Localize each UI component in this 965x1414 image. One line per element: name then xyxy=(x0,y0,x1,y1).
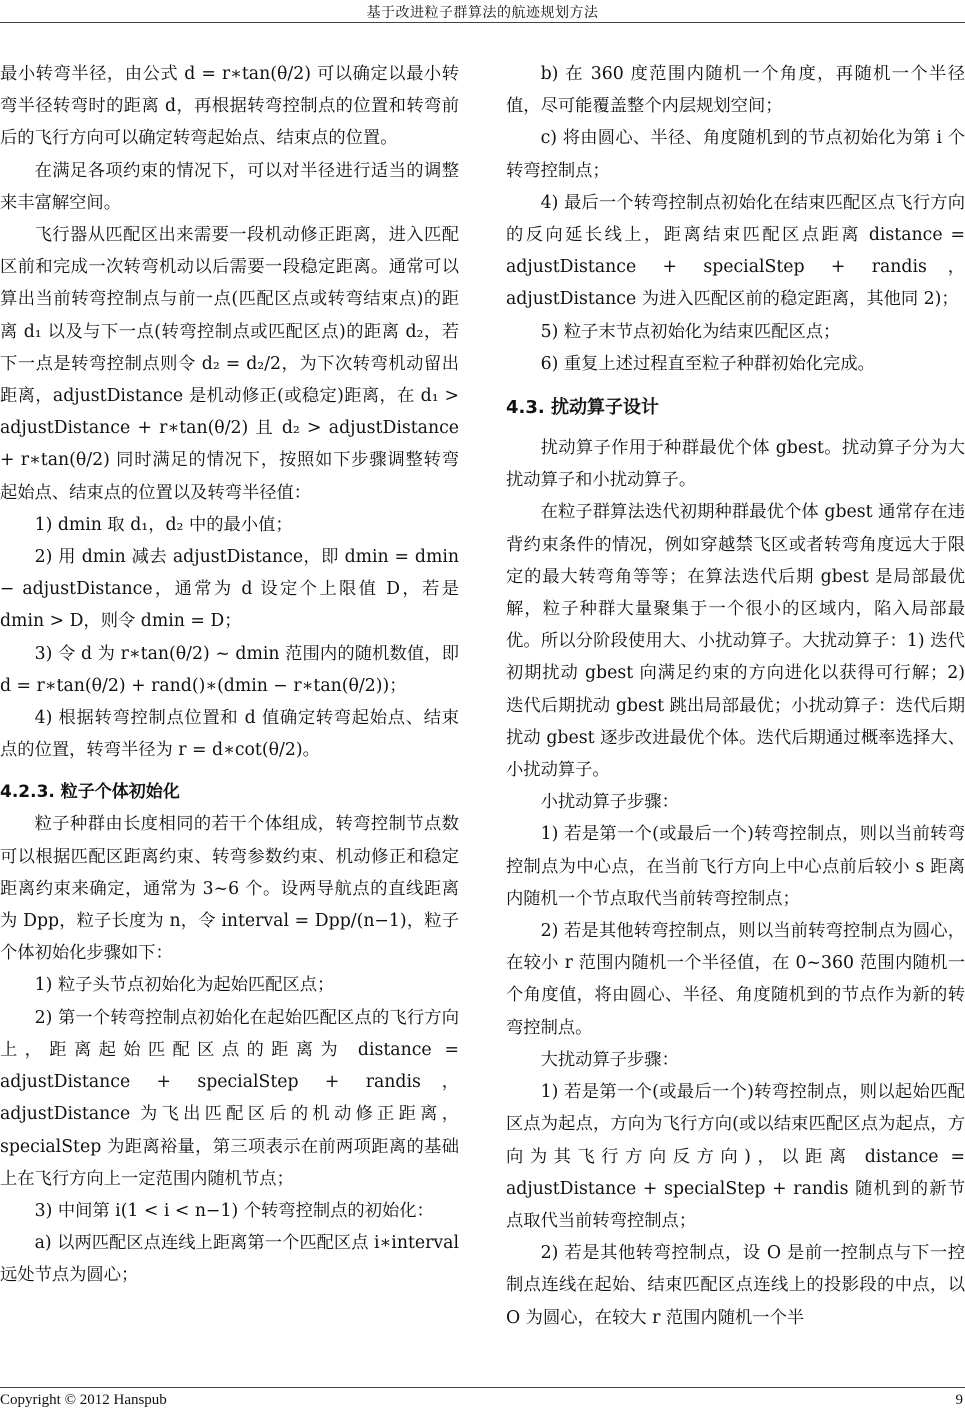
paragraph: 扰动算子作用于种群最优个体 gbest。扰动算子分为大扰动算子和小扰动算子。 xyxy=(506,438,965,491)
page-number: 9 xyxy=(955,1392,963,1408)
paragraph: 2) 若是其他转弯控制点，设 O 是前一控制点与下一控制点连线在起始、结束匹配区点连线上的投影段的中点，以 O 为圆心，在较大 r 范围内随机一个半 xyxy=(506,1243,965,1328)
section-heading: 4.2.3. 粒子个体初始化 xyxy=(0,782,180,803)
left-column xyxy=(0,58,459,1292)
footer-rule xyxy=(0,1387,965,1388)
paragraph: 小扰动算子步骤： xyxy=(540,792,679,813)
paragraph: 飞行器从匹配区出来需要一段机动修正距离，进入匹配区前和完成一次转弯机动以后需要一段稳定距离。通常可以算出当前转弯控制点与前一点(匹配区点或转弯结束点)的距离 d₁ 以及与下一点(转弯控制点或匹配区点)的距离 d₂，若下一点是转弯控制点则令 d₂ = d₂/2，为下次转弯机动留出距离，adjustDistance 是机动修正(或稳定)距离，在 d₁ > adjustDistance + r∗tan(θ/2) 且 d₂ > adjustDistance + r∗tan(θ/2) 同时满足的情况下，按照如下步骤调整转弯起始点、结束点的位置以及转弯半径值： xyxy=(0,225,459,503)
paragraph: 3) 中间第 i(1 < i < n−1) 个转弯控制点的初始化： xyxy=(34,1200,434,1221)
paragraph: 4) 最后一个转弯控制点初始化在结束匹配区点飞行方向的反向延长线上，距离结束匹配区点距离 distance = adjustDistance + specialStep + randis，adjustDistance 为进入匹配区前的稳定距离，其他同 2)； xyxy=(506,192,965,310)
paragraph: 5) 粒子末节点初始化为结束匹配区点； xyxy=(540,321,841,342)
paragraph: 最小转弯半径，由公式 d = r∗tan(θ/2) 可以确定以最小转弯半径转弯时的距离 d，再根据转弯控制点的位置和转弯前后的飞行方向可以确定转弯起始点、结束点的位置。 xyxy=(0,64,459,149)
paragraph: 2) 第一个转弯控制点初始化在起始匹配区点的飞行方向上，距离起始匹配区点的距离为 distance = adjustDistance + specialStep + randis，adjustDistance 为飞出匹配区后的机动修正距离，specialStep 为距离裕量，第三项表示在前两项距离的基础上在飞行方向上一定范围内随机节点； xyxy=(0,1007,459,1189)
right-column xyxy=(506,58,965,1334)
paragraph: 1) 若是第一个(或最后一个)转弯控制点，则以起始匹配区点为起点，方向为飞行方向(或以结束匹配区点为起点，方向为其飞行方向反方向)，以距离 distance = adjustDistance + specialStep + randis 随机到的新节点取代当前转弯控制点； xyxy=(506,1082,965,1231)
paragraph: 2) 若是其他转弯控制点，则以当前转弯控制点为圆心，在较小 r 范围内随机一个半径值，在 0~360 范围内随机一个角度值，将由圆心、半径、角度随机到的节点作为新的转弯控制点。 xyxy=(506,921,965,1038)
paragraph: c) 将由圆心、半径、角度随机到的节点初始化为第 i 个转弯控制点； xyxy=(506,128,965,181)
paragraph: 1) 粒子头节点初始化为起始匹配区点； xyxy=(34,975,335,996)
paragraph: 3) 令 d 为 r∗tan(θ/2) ~ dmin 范围内的随机数值，即 d = r∗tan(θ/2) + rand()∗(dmin − r∗tan(θ/2))； xyxy=(0,643,459,696)
paragraph: 在满足各项约束的情况下，可以对半径进行适当的调整来丰富解空间。 xyxy=(0,160,459,213)
paragraph: 1) 若是第一个(或最后一个)转弯控制点，则以当前转弯控制点为中心点，在当前飞行方向上中心点前后较小 s 距离内随机一个节点取代当前转弯控制点； xyxy=(506,824,965,909)
paragraph: 粒子种群由长度相同的若干个体组成，转弯控制节点数可以根据匹配区距离约束、转弯参数约束、机动修正和稳定距离约束来确定，通常为 3~6 个。设两导航点的直线距离为 Dpp，粒子长度为 n，令 interval = Dpp/(n−1)，粒子个体初始化步骤如下： xyxy=(0,814,459,964)
running-head-title: 基于改进粒子群算法的航迹规划方法 xyxy=(366,5,599,21)
paragraph: 6) 重复上述过程直至粒子种群初始化完成。 xyxy=(540,353,875,374)
copyright-notice: Copyright © 2012 Hanspub xyxy=(0,1392,167,1408)
paragraph: 在粒子群算法迭代初期种群最优个体 gbest 通常存在违背约束条件的情况，例如穿越禁飞区或者转弯角度远大于限定的最大转弯角等等；在算法迭代后期 gbest 是局部最优解，粒子种群大量聚集于一个很小的区域内，陷入局部最优。所以分阶段使用大、小扰动算子。大扰动算子：1) 迭代初期扰动 gbest 向满足约束的方向进化以获得可行解；2) 迭代后期扰动 gbest 跳出局部最优；小扰动算子：迭代后期扰动 gbest 逐步改进最优个体。迭代后期通过概率选择大、小扰动算子。 xyxy=(506,502,965,781)
section-heading: 4.3. 扰动算子设计 xyxy=(506,397,659,419)
paragraph: b) 在 360 度范围内随机一个角度，再随机一个半径值，尽可能覆盖整个内层规划空间； xyxy=(506,64,965,117)
paragraph: 1) dmin 取 d₁，d₂ 中的最小值； xyxy=(34,514,293,535)
header-rule xyxy=(0,22,965,23)
paragraph: a) 以两匹配区点连线上距离第一个匹配区点 i∗interval 远处节点为圆心； xyxy=(0,1233,459,1286)
paragraph: 4) 根据转弯控制点位置和 d 值确定转弯起始点、结束点的位置，转弯半径为 r = d∗cot(θ/2)。 xyxy=(0,708,459,761)
paragraph: 2) 用 dmin 减去 adjustDistance，即 dmin = dmin − adjustDistance，通常为 d 设定个上限值 D，若是 dmin > D，则令 dmin = D； xyxy=(0,547,459,632)
paragraph: 大扰动算子步骤： xyxy=(540,1049,679,1070)
